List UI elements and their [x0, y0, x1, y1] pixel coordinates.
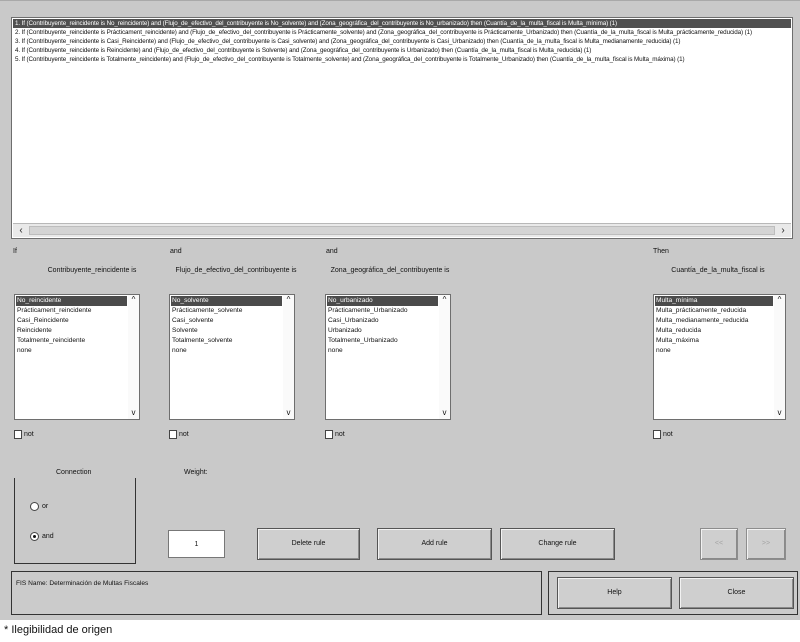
input1-not-checkbox[interactable]: [14, 430, 34, 439]
not-label: not: [179, 431, 189, 438]
option-item[interactable]: none: [328, 347, 343, 354]
option-item[interactable]: Multa_máxima: [656, 337, 699, 344]
option-item[interactable]: Urbanizado: [328, 327, 362, 334]
option-item[interactable]: Solvente: [172, 327, 198, 334]
rule-item[interactable]: 2. If (Contribuyente_reincidente is Prácticament_reincidente) and (Flujo_de_efectivo_del_contribuyente is Prácticamente_solvente) and (Zona_geográfica_del_contribuyente is Prácticamente_Urbanizado) then (Cuantía_de_la_multa_fiscal is Multa_prácticamente_reducida) (1): [15, 29, 752, 36]
input3-header: Zona_geográfica_del_contribuyente is: [330, 267, 450, 274]
input1-listbox[interactable]: [14, 294, 140, 420]
rule-item[interactable]: 5. If (Contribuyente_reincidente is Totalmente_reincidente) and (Flujo_de_efectivo_del_contribuyente is Totalmente_solvente) and (Zona_geográfica_del_contribuyente is Totalmente_Urbanizado) then (Cuantía_de_la_multa_fiscal is Multa_máxima) (1): [15, 56, 685, 63]
scroll-down-icon[interactable]: v: [131, 408, 136, 417]
if-label: If: [13, 248, 17, 255]
option-item[interactable]: No_solvente: [171, 296, 282, 306]
connection-or-radio[interactable]: [30, 502, 48, 511]
checkbox-box[interactable]: [14, 430, 22, 439]
output-header: Cuantía_de_la_multa_fiscal is: [671, 267, 765, 274]
weight-input[interactable]: 1: [168, 530, 225, 558]
delete-rule-button[interactable]: Delete rule: [257, 528, 360, 560]
scroll-up-icon[interactable]: ^: [286, 295, 291, 304]
help-button[interactable]: Help: [557, 577, 672, 609]
option-item[interactable]: none: [172, 347, 187, 354]
input3-not-checkbox[interactable]: [325, 430, 345, 439]
input3-listbox[interactable]: [325, 294, 451, 420]
option-item[interactable]: Multa_prácticamente_reducida: [656, 307, 747, 314]
option-item[interactable]: Multa_mínima: [655, 296, 773, 306]
rule-item[interactable]: 4. If (Contribuyente_reincidente is Reincidente) and (Flujo_de_efectivo_del_contribuyente is Solvente) and (Zona_geográfica_del_contribuyente is Urbanizado) then (Cuantía_de_la_multa_fiscal is Multa_reducida) (1): [15, 47, 592, 54]
fis-name-text: FIS Name: Determinación de Multas Fiscales: [16, 580, 149, 587]
scroll-up-icon[interactable]: ^: [442, 295, 447, 304]
option-item[interactable]: Reincidente: [17, 327, 52, 334]
scroll-left-icon[interactable]: ‹: [19, 225, 23, 236]
option-item[interactable]: Totalmente_reincidente: [17, 337, 86, 344]
scroll-thumb[interactable]: [29, 226, 775, 235]
option-item[interactable]: Prácticamente_Urbanizado: [328, 307, 408, 314]
input3-options: [327, 296, 438, 418]
output-options: [655, 296, 773, 418]
input2-listbox[interactable]: [169, 294, 295, 420]
or-label: or: [42, 503, 49, 510]
output-listbox[interactable]: [653, 294, 786, 420]
input2-header: Flujo_de_efectivo_del_contribuyente is: [175, 267, 297, 274]
option-item[interactable]: Casi_Urbanizado: [328, 317, 379, 324]
input3-scrollbar[interactable]: [439, 295, 450, 419]
input1-options: [16, 296, 127, 418]
rules-list: [13, 19, 791, 222]
option-item[interactable]: Prácticamente_solvente: [172, 307, 243, 314]
checkbox-box[interactable]: [325, 430, 333, 439]
option-item[interactable]: No_urbanizado: [327, 296, 438, 306]
input2-not-checkbox[interactable]: [169, 430, 189, 439]
scroll-right-icon[interactable]: ›: [781, 225, 785, 236]
option-item[interactable]: No_reincidente: [16, 296, 127, 306]
rule-item[interactable]: 3. If (Contribuyente_reincidente is Casi_Reincidente) and (Flujo_de_efectivo_del_contribuyente is Casi_solvente) and (Zona_geográfica_del_contribuyente is Casi_Urbanizado) then (Cuantía_de_la_multa_fiscal is Multa_medianamente_reducida) (1): [15, 38, 681, 45]
radio-dot[interactable]: [30, 532, 39, 541]
option-item[interactable]: none: [17, 347, 32, 354]
close-button[interactable]: Close: [679, 577, 794, 609]
scroll-down-icon[interactable]: v: [442, 408, 447, 417]
option-item[interactable]: Totalmente_Urbanizado: [328, 337, 398, 344]
rules-listbox[interactable]: [11, 17, 793, 239]
previous-button[interactable]: <<: [700, 528, 738, 560]
and-label-1: and: [170, 248, 182, 255]
option-item[interactable]: Casi_solvente: [172, 317, 214, 324]
weight-label: Weight:: [184, 469, 208, 476]
connection-group: [14, 478, 136, 564]
scroll-down-icon[interactable]: v: [777, 408, 782, 417]
status-bar: [11, 571, 542, 615]
scroll-up-icon[interactable]: ^: [777, 295, 782, 304]
input1-header: Contribuyente_reincidente is: [47, 267, 137, 274]
input1-scrollbar[interactable]: [128, 295, 139, 419]
input2-options: [171, 296, 282, 418]
scroll-down-icon[interactable]: v: [286, 408, 291, 417]
add-rule-button[interactable]: Add rule: [377, 528, 492, 560]
option-item[interactable]: Casi_Reincidente: [17, 317, 69, 324]
checkbox-box[interactable]: [169, 430, 177, 439]
not-label: not: [24, 431, 34, 438]
option-item[interactable]: Prácticament_reincidente: [17, 307, 92, 314]
rule-item[interactable]: 1. If (Contribuyente_reincidente is No_reincidente) and (Flujo_de_efectivo_del_contribuyente is No_solvente) and (Zona_geográfica_del_contribuyente is No_urbanizado) then (Cuantía_de_la_multa_fiscal is Multa_mínima) (1): [13, 19, 791, 28]
and-label: and: [42, 533, 54, 540]
rules-horizontal-scrollbar[interactable]: [13, 223, 791, 237]
option-item[interactable]: Multa_reducida: [656, 327, 702, 334]
change-rule-button[interactable]: Change rule: [500, 528, 615, 560]
option-item[interactable]: Multa_medianamente_reducida: [656, 317, 749, 324]
output-scrollbar[interactable]: [774, 295, 785, 419]
next-button[interactable]: >>: [746, 528, 786, 560]
radio-dot[interactable]: [30, 502, 39, 511]
connection-and-radio[interactable]: [30, 532, 54, 541]
not-label: not: [663, 431, 673, 438]
option-item[interactable]: Totalmente_solvente: [172, 337, 233, 344]
and-label-2: and: [326, 248, 338, 255]
output-not-checkbox[interactable]: [653, 430, 673, 439]
footnote: * Ilegibilidad de origen: [4, 624, 113, 636]
input2-scrollbar[interactable]: [283, 295, 294, 419]
connection-title: Connection: [56, 469, 92, 476]
not-label: not: [335, 431, 345, 438]
then-label: Then: [653, 248, 669, 255]
option-item[interactable]: none: [656, 347, 671, 354]
checkbox-box[interactable]: [653, 430, 661, 439]
scroll-up-icon[interactable]: ^: [131, 295, 136, 304]
